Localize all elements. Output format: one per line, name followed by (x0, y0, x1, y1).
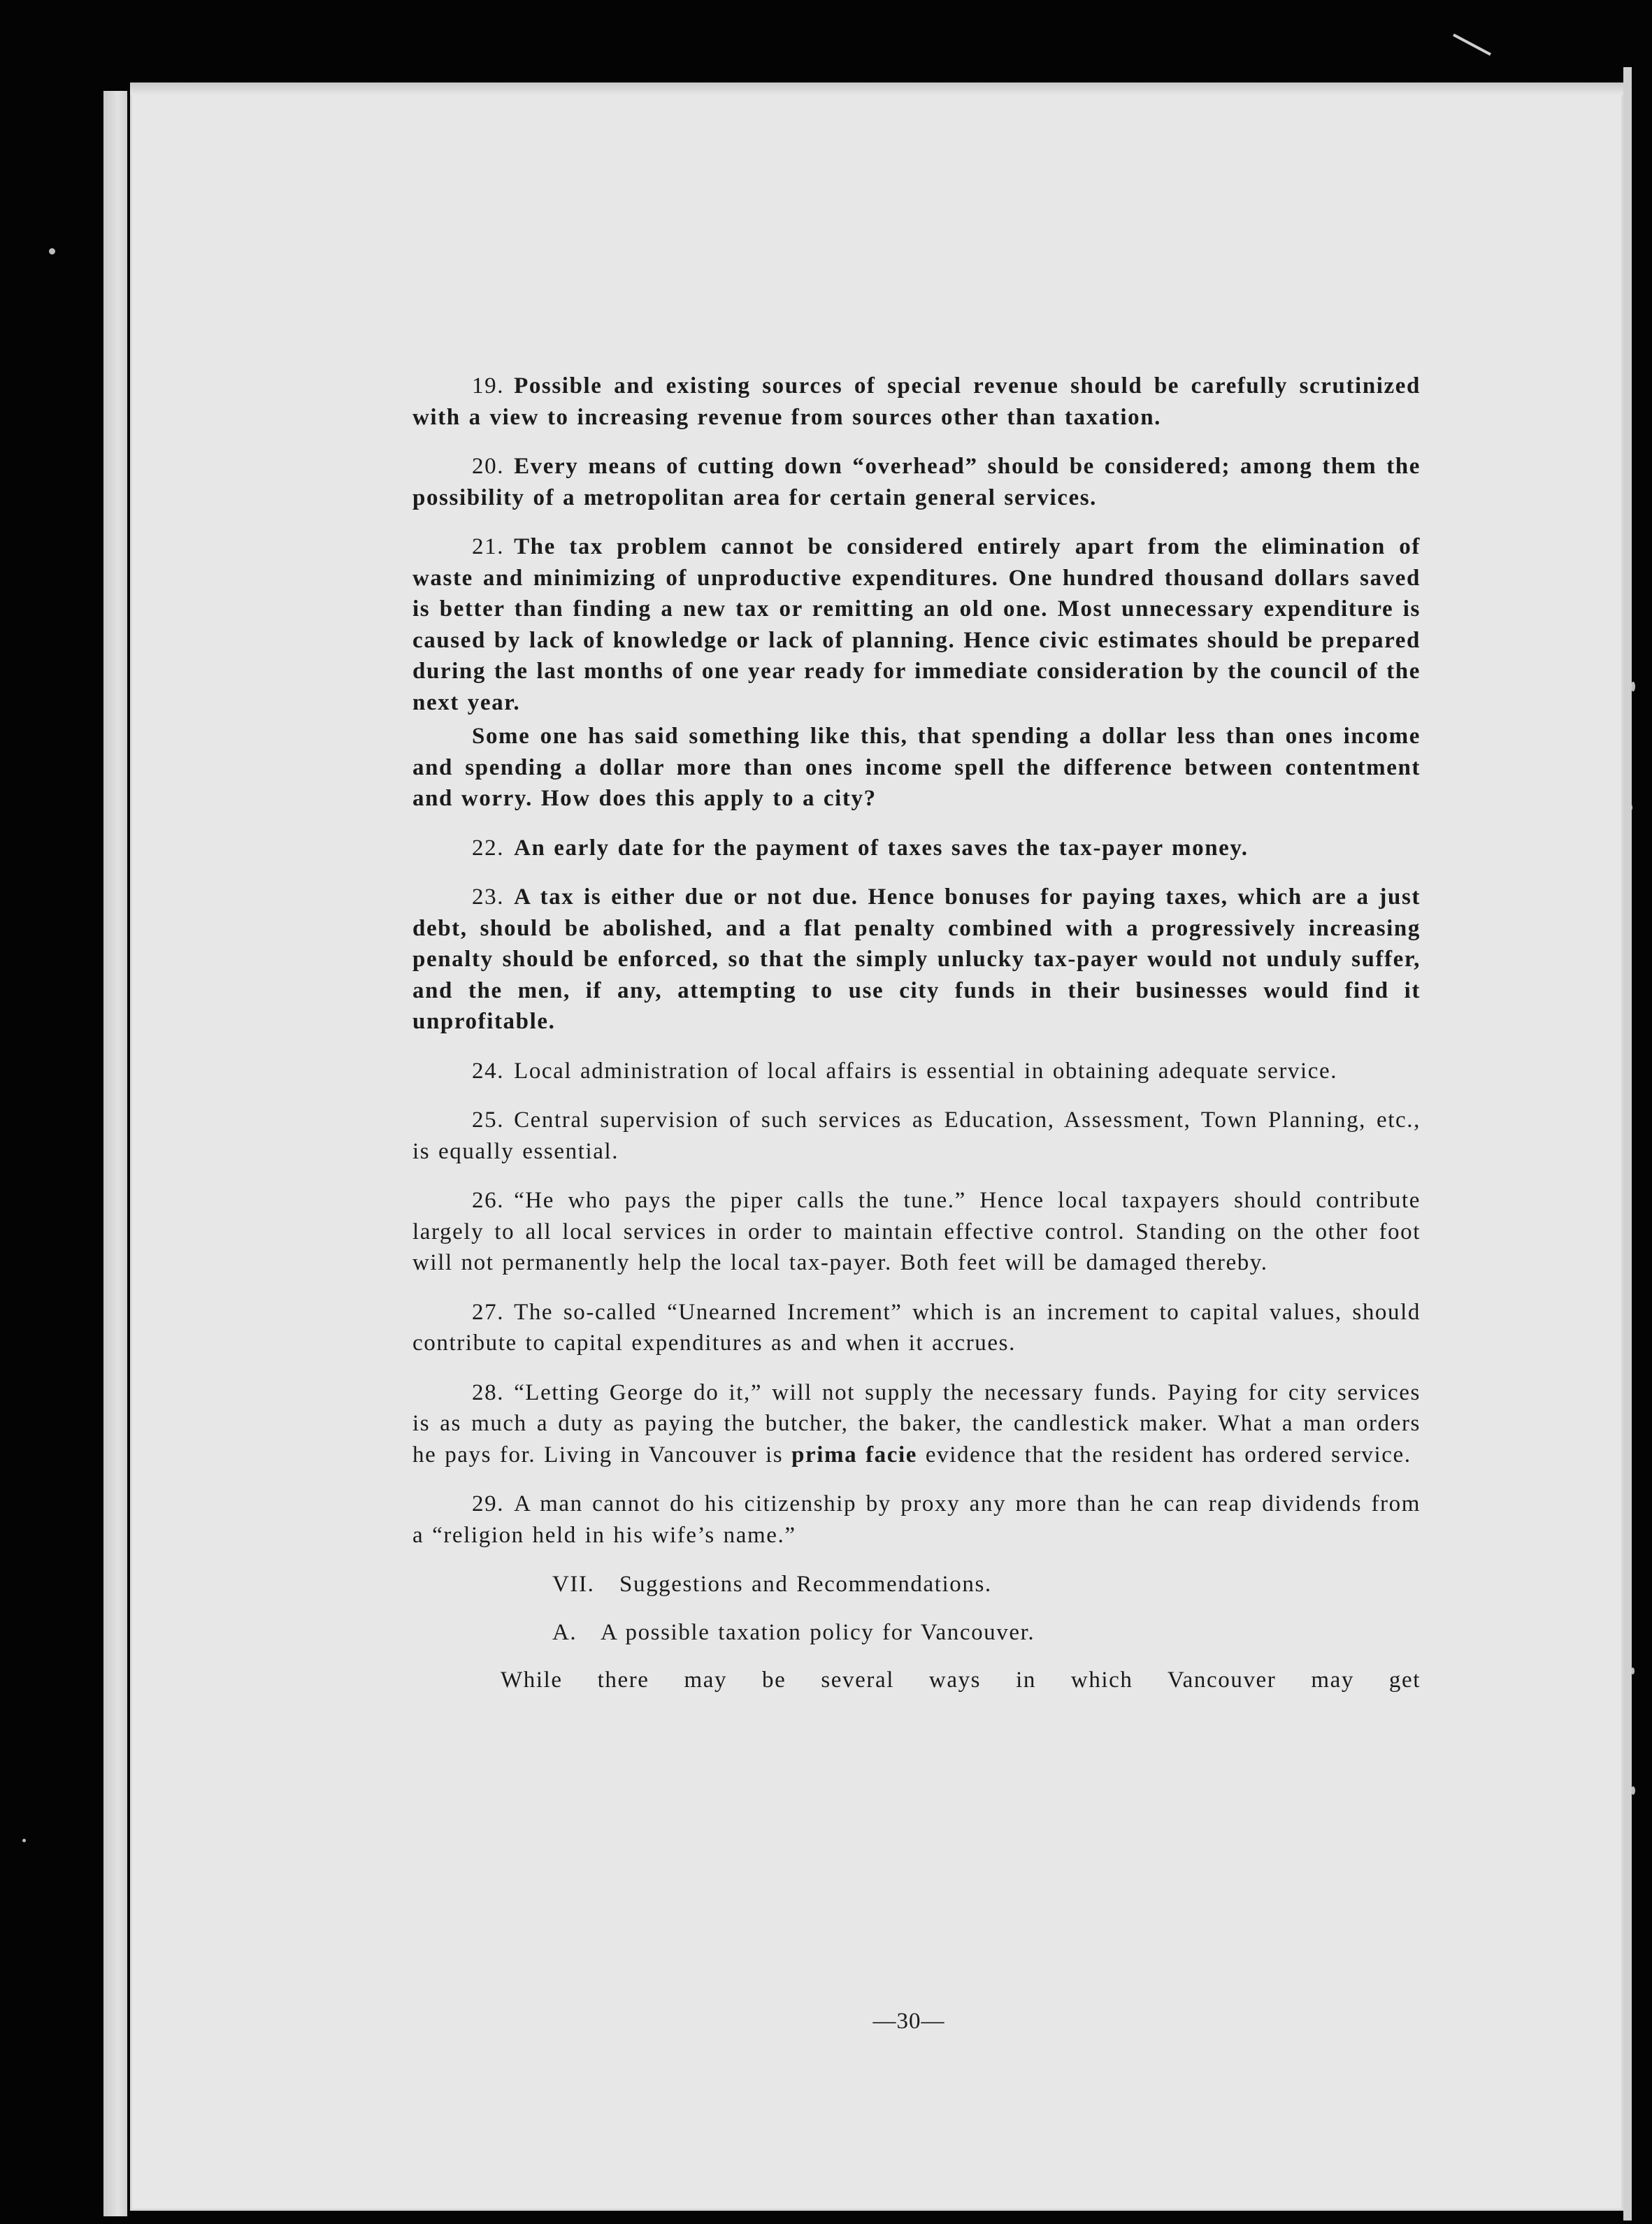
section-heading: VII. Suggestions and Recommendations. (552, 1572, 992, 1597)
paragraph-28 (412, 1377, 1421, 1471)
paragraph-24 (412, 1056, 1421, 1087)
dust-speck (22, 1839, 26, 1842)
paragraph-number: 21. (472, 534, 505, 559)
paragraph-27 (412, 1297, 1421, 1359)
page-left-edge (103, 91, 127, 2216)
page-body-text (412, 371, 1421, 1696)
paragraph-22 (412, 833, 1421, 864)
paragraph-text: Local administration of local affairs is essential in obtaining adequate service. (514, 1058, 1338, 1084)
paragraph-text: The tax problem cannot be considered entirely apart from the elimination of waste and minimizing of unproductive expenditures. One hundred thousand dollars saved is better than finding a new tax or remitting an old one. Most unnecessary expenditure is caused by lack of knowledge or lack of planning. Hence civic estimates should be prepared during the last months of one year ready for immediate consideration by the council of the next year. (412, 534, 1421, 715)
paragraph-25 (412, 1105, 1421, 1167)
page-right-edge (1623, 67, 1632, 2221)
paragraph-text: Possible and existing sources of special revenue should be carefully scrutinized with a view to increasing revenue from sources other than taxation. (412, 373, 1421, 430)
paragraph-text: A tax is either due or not due. Hence bonuses for paying taxes, which are a just debt, should be abolished, and a flat penalty combined with a progressively increasing penalty should be enforced, so that the simply unlucky tax-payer would not unduly suffer, and the men, if any, attempting to use city funds in their businesses would find it unprofitable. (412, 884, 1421, 1034)
closing-line: While there may be several ways in which Vancouver may get (501, 1667, 1421, 1693)
paragraph-text: Some one has said something like this, that spending a dollar less than ones income and spending a dollar more than ones income spell the difference between contentment and worry. How does this apply to a city? (412, 724, 1421, 811)
subsection-heading: A. A possible taxation policy for Vancouver. (552, 1619, 1035, 1645)
paragraph-text: An early date for the payment of taxes saves the tax-payer money. (514, 835, 1249, 861)
page-top-shade (130, 82, 1623, 95)
paragraph-21-continuation (412, 721, 1421, 815)
paragraph-number: 29. (472, 1491, 505, 1516)
paragraph-number: 26. (472, 1188, 505, 1213)
paragraph-number: 27. (472, 1299, 505, 1325)
paragraph-text: A man cannot do his citizenship by proxy any more than he can reap dividends from a “religion held in his wife’s name.” (412, 1491, 1421, 1548)
paragraph-text: “He who pays the piper calls the tune.” Hence local taxpayers should contribute largely to all local services in order to maintain effective control. Standing on the other foot will not permanently help the local tax-payer. Both feet will be damaged thereby. (412, 1188, 1421, 1275)
paragraph-number: 22. (472, 835, 505, 861)
paragraph-text-before: “Letting George do it,” will not supply the necessary funds. Paying for city services is as much a duty as paying the butcher, the baker, the candlestick maker. What a man orders he pays for. Living in Vancouver is (412, 1379, 1421, 1468)
paragraph-number: 28. (472, 1379, 505, 1405)
paragraph-number: 23. (472, 884, 505, 910)
paragraph-text: Central supervision of such services as Education, Assessment, Town Planning, etc., is equally essential. (412, 1107, 1421, 1164)
paragraph-19 (412, 371, 1421, 433)
paragraph-number: 24. (472, 1058, 505, 1084)
dust-speck (49, 248, 55, 254)
paragraph-29 (412, 1488, 1421, 1551)
paragraph-text-emphasis: prima facie (791, 1442, 918, 1468)
paragraph-21 (412, 531, 1421, 718)
paragraph-text-after: evidence that the resident has ordered service. (917, 1442, 1412, 1468)
paragraph-26 (412, 1185, 1421, 1279)
paragraph-number: 19. (472, 373, 505, 399)
page-corner-fold (1450, 34, 1491, 61)
paragraph-23 (412, 882, 1421, 1038)
paragraph-number: 20. (472, 454, 505, 479)
paragraph-text: Every means of cutting down “overhead” should be considered; among them the possibility of a metropolitan area for certain general services. (412, 454, 1421, 510)
paragraph-text: The so-called “Unearned Increment” which is an increment to capital values, should contribute to capital expenditures as and when it accrues. (412, 1299, 1421, 1356)
page-number: —30— (872, 2009, 945, 2034)
paragraph-number: 25. (472, 1107, 505, 1133)
paragraph-20 (412, 451, 1421, 513)
